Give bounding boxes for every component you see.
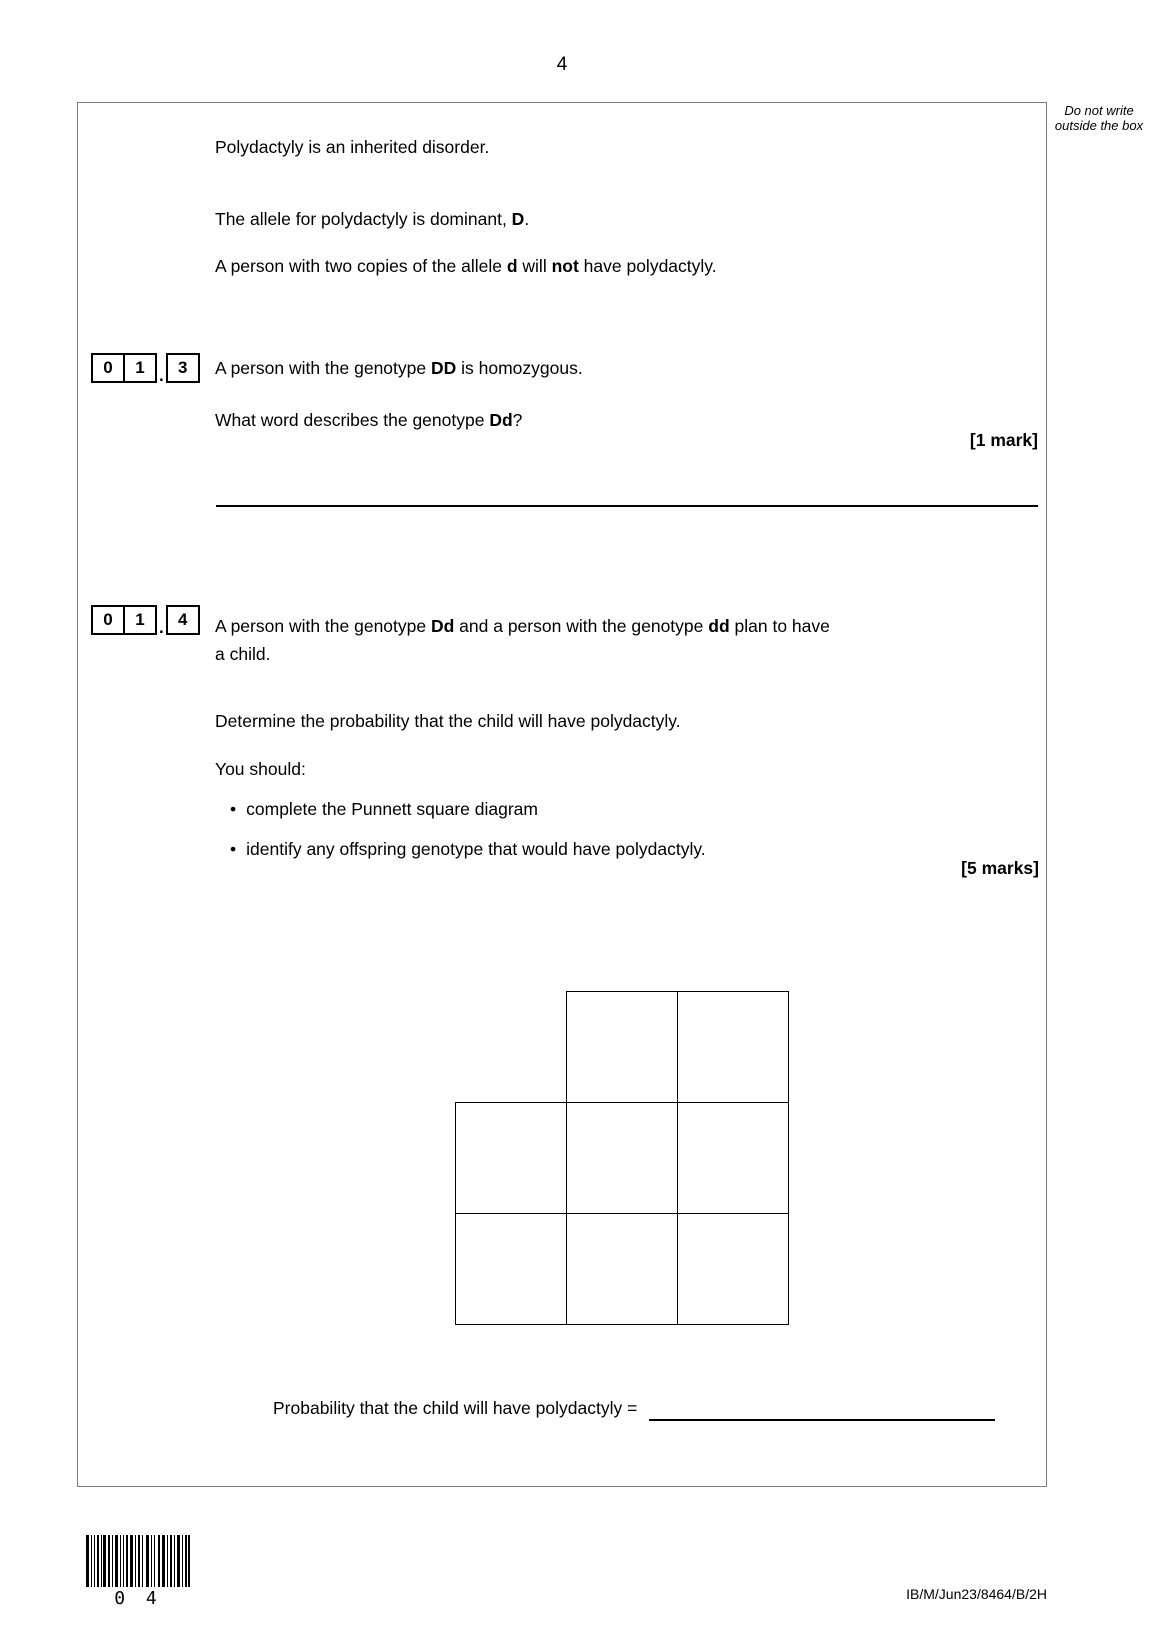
question-13-question: What word describes the genotype Dd?: [215, 410, 523, 430]
barcode: [86, 1535, 190, 1587]
question-14-determine: Determine the probability that the child will have polydactyly.: [215, 711, 681, 731]
question-number-dot: .: [159, 618, 164, 637]
bullet-icon: •: [230, 799, 237, 819]
question-number-pair: [91, 605, 157, 635]
question-14-you-should: You should:: [215, 759, 306, 779]
question-number-digit: 0: [103, 358, 113, 377]
question-14-prompt: A person with the genotype Dd and a person with the genotype dd plan to have a child.: [215, 616, 830, 664]
punnett-cell[interactable]: [678, 1214, 789, 1325]
barcode-number-label: 0 4: [114, 1588, 162, 1609]
punnett-cell[interactable]: [678, 992, 789, 1103]
bullet-text: complete the Punnett square diagram: [246, 799, 538, 819]
intro-paragraph-3: A person with two copies of the allele d will not have polydactyly.: [215, 256, 717, 276]
punnett-cell[interactable]: [678, 1103, 789, 1214]
probability-answer-row: [273, 1396, 995, 1421]
question-number-digit: 3: [166, 353, 200, 383]
punnett-cell[interactable]: [456, 1103, 567, 1214]
punnett-cell[interactable]: [567, 992, 678, 1103]
question-13-answer-line[interactable]: [216, 505, 1038, 507]
question-13-marks: [1 mark]: [969, 430, 1038, 450]
punnett-cell[interactable]: [456, 1214, 567, 1325]
bullet-text: identify any offspring genotype that would have polydactyly.: [246, 839, 706, 859]
intro-paragraph-2: The allele for polydactyly is dominant, D.: [215, 209, 530, 229]
page-number: 4: [556, 54, 568, 75]
bullet-item: [230, 797, 538, 822]
do-not-write-note: Do not write outside the box: [1054, 103, 1144, 133]
question-number-digit: 1: [123, 355, 155, 381]
intro-paragraph-1: Polydactyly is an inherited disorder.: [215, 137, 490, 157]
question-number-digit: 0: [103, 610, 113, 629]
punnett-square: [455, 991, 789, 1325]
question-number-box-01-3: [91, 353, 200, 383]
punnett-corner-empty: [456, 992, 567, 1103]
question-13-prompt: A person with the genotype DD is homozygous.: [215, 358, 583, 378]
question-14-marks: [5 marks]: [961, 858, 1039, 878]
question-number-box-01-4: [91, 605, 200, 635]
question-number-dot: .: [159, 366, 164, 385]
bullet-icon: •: [230, 839, 237, 859]
question-number-pair: [91, 353, 157, 383]
question-number-digit: 1: [123, 607, 155, 633]
probability-answer-line[interactable]: [649, 1397, 995, 1421]
footer-reference: IB/M/Jun23/8464/B/2H: [906, 1586, 1047, 1602]
punnett-cell[interactable]: [567, 1103, 678, 1214]
question-number-digit: 4: [166, 605, 200, 635]
probability-label: Probability that the child will have polydactyly =: [273, 1398, 638, 1418]
punnett-cell[interactable]: [567, 1214, 678, 1325]
